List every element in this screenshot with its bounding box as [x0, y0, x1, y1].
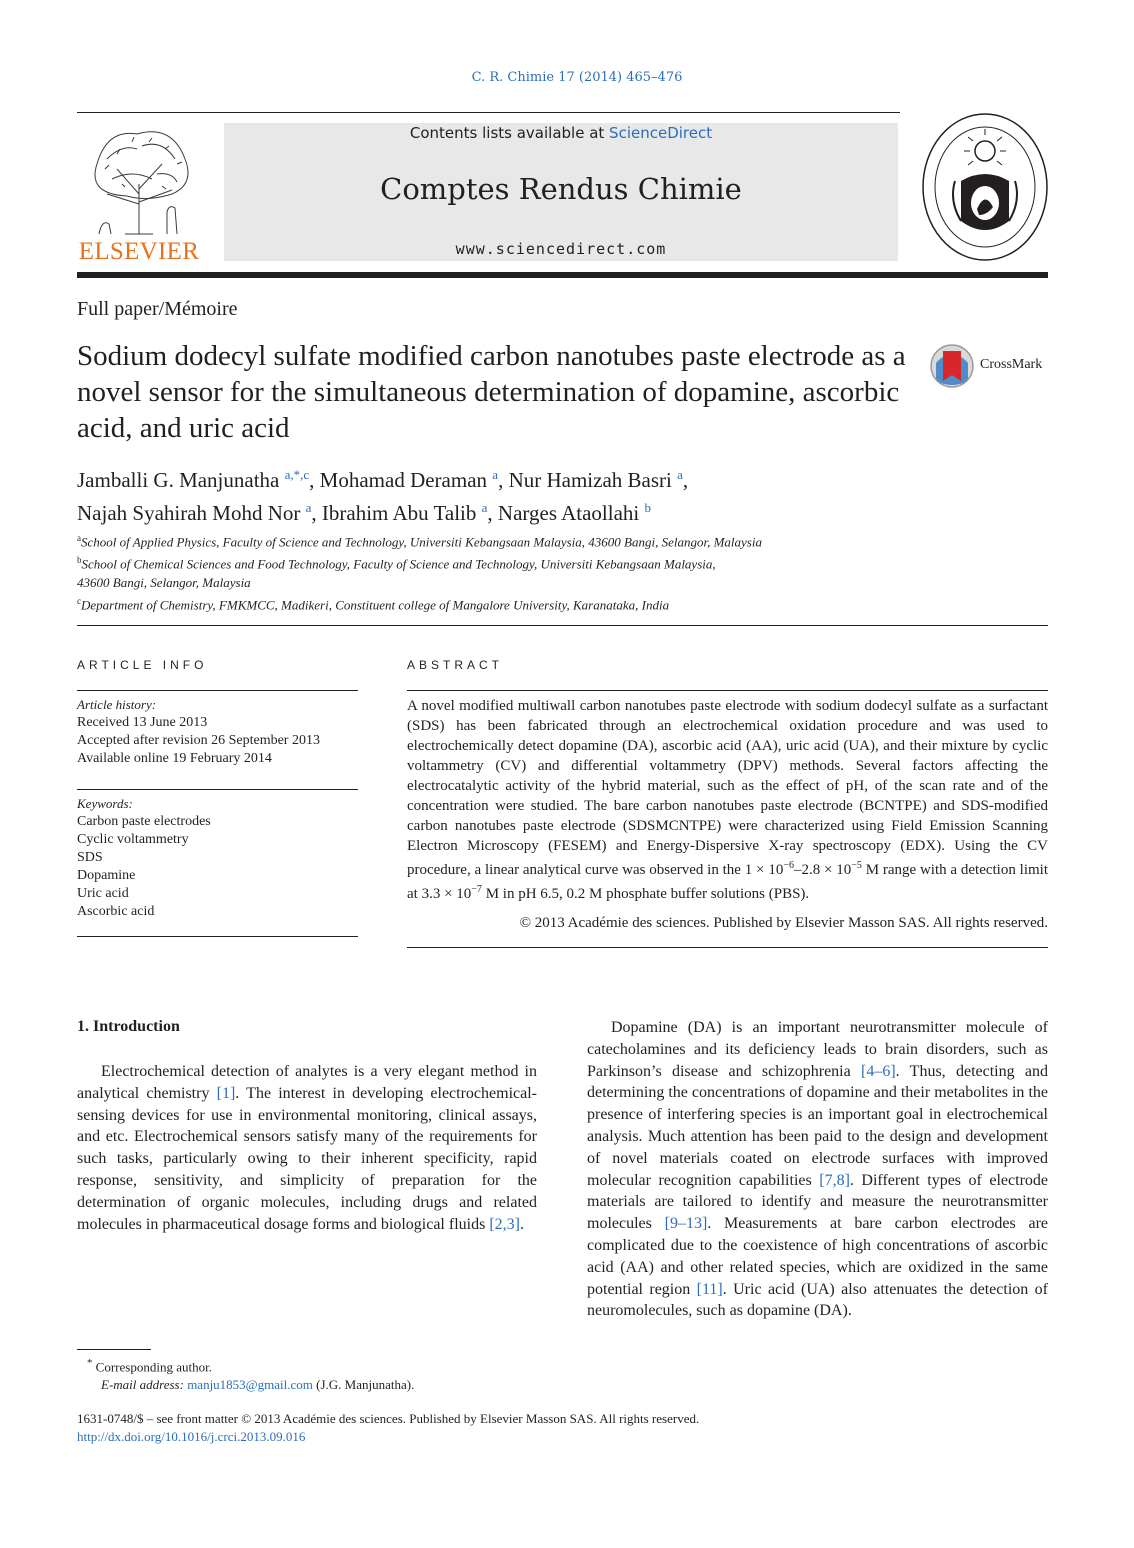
article-title: Sodium dodecyl sulfate modified carbon nanotubes paste electrode as a novel sensor for the simultaneous determination of dopamine, ascorbic acid, and uric acid	[77, 340, 906, 444]
history-received: Received 13 June 2013	[77, 715, 208, 730]
keyword: Dopamine	[77, 868, 136, 883]
elsevier-wordmark: ELSEVIER	[78, 238, 200, 265]
crossmark-icon	[930, 343, 976, 389]
email-link[interactable]: manju1853@gmail.com	[187, 1377, 313, 1393]
title-divider	[77, 625, 1048, 626]
keyword: Cyclic voltammetry	[77, 832, 189, 847]
crossmark-label: CrossMark	[980, 357, 1043, 372]
site-url[interactable]: www.sciencedirect.com	[455, 240, 667, 258]
article-type: Full paper/Mémoire	[77, 298, 238, 320]
keyword: Ascorbic acid	[77, 904, 155, 919]
info-rule-bottom	[77, 936, 358, 937]
author[interactable]: Nur Hamizah Basri $^a$	[508, 467, 683, 492]
corresponding-author-footnote: * Corresponding author. E-mail address: manju1853@gmail.com (J.G. Manjunatha).	[87, 1357, 415, 1393]
contents-line	[224, 124, 898, 142]
footnote-rule	[77, 1349, 151, 1350]
history-label: Article history:	[77, 697, 157, 712]
intro-paragraph-1: Electrochemical detection of analytes is a very elegant method in analytical chemistry [1]. The interest in developing electrochemical-sensing devices for use in environmental monitoring, clinical assays, and etc. Electrochemical sensors satisfy many of the requirements for such tasks, particularly owing to their inherent specificity, rapid response, sensitivity, and simplicity of preparation for the determination of organic molecules, including drugs and related molecules in pharmaceutical dosage forms and biological fluids [2,3].	[77, 1063, 538, 1233]
intro-paragraph-2: Dopamine (DA) is an important neurotransmitter molecule of catecholamines and its deficiency leads to brain disorders, such as Parkinson’s disease and schizophrenia [4–6]. Thus, detecting and determining the concentrations of dopamine and their metabolites in the presence of interfering species is an important goal in electrochemical analysis. Much attention has been paid to the design and development of novel materials coated on electrode surfaces with improved molecular recognition capabilities [7,8]. Different types of electrode materials are tailored to identify and measure the neurotransmitter molecules [9–13]. Measurements at bare carbon electrodes are complicated due to the coexistence of high concentrations of ascorbic acid (AA) and other related species, which are oxidized in the same potential region [11]. Uric acid (UA) also attenuates the detection of neuromolecules, such as dopamine (DA).	[587, 1019, 1049, 1320]
author[interactable]: Jamballi G. Manjunatha $^{a,*,c}$	[77, 467, 310, 492]
article-history	[77, 696, 367, 768]
affiliation-b: $^b$School of Chemical Sciences and Food Technology, Faculty of Science and Technology, Universiti Kebangsaan Malaysia,	[77, 555, 716, 572]
author[interactable]: Najah Syahirah Mohd Nor $^a$	[77, 500, 312, 525]
author-list: Jamballi G. Manjunatha $^{a,*,c}$, Mohamad Deraman $^a$, Nur Hamizah Basri $^a$, Najah Syahirah Mohd Nor $^a$, Ibrahim Abu Talib $^a$, Narges Ataollahi $^b$	[77, 467, 689, 525]
author[interactable]: Narges Ataollahi $^b$	[497, 500, 651, 525]
citation-link[interactable]: [4–6]	[861, 1062, 896, 1080]
author[interactable]: Ibrahim Abu Talib $^a$	[321, 500, 488, 525]
doi-link[interactable]: http://dx.doi.org/10.1016/j.crci.2013.09.016	[77, 1429, 306, 1444]
affiliation-b-cont: 43600 Bangi, Selangor, Malaysia	[77, 574, 251, 590]
header-rule	[77, 112, 900, 113]
abstract-rule-bottom	[407, 947, 1048, 948]
citation-link[interactable]: [1]	[216, 1084, 236, 1102]
academie-seal-logo	[921, 111, 1049, 263]
abstract-text: A novel modified multiwall carbon nanotubes paste electrode with sodium dodecyl sulfate as a surfactant (SDS) has been fabricated through an electrochemical oxidation procedure and was used to electrochemically detect dopamine (DA), ascorbic acid (AA), uric acid (UA), and their mixture by cyclic voltammetry (CV) and differential voltammetry (DPV) methods. Several factors affecting the electrocatalytic activity of the hybrid material, such as the effect of pH, of the scan rate and of the concentration were studied. The bare carbon nanotubes paste electrode (BCNTPE) and SDS-modified carbon nanotubes paste electrode (SDSMCNTPE) were characterized using Field Emission Scanning Electron Microscopy (FESEM) and Energy-Dispersive X-ray spectroscopy (EDX). Using the CV procedure, a linear analytical curve was observed in the $1 \times 10^{-6}-2.8 \times 10^{-5}$ M range with a detection limit at $3.3 \times 10^{-7}$ M in pH 6.5, 0.2 M phosphate buffer solutions (PBS).	[407, 698, 1048, 902]
citation-link[interactable]: [11]	[696, 1280, 723, 1298]
affiliations	[77, 529, 1057, 614]
keywords	[77, 795, 367, 921]
journal-title: Comptes Rendus Chimie	[380, 172, 742, 206]
abstract-heading: ABSTRACT	[407, 658, 504, 672]
header-thick-rule	[77, 272, 1048, 278]
journal-reference[interactable]: C. R. Chimie 17 (2014) 465–476	[471, 70, 683, 85]
section-heading-introduction: 1. Introduction	[77, 1018, 180, 1035]
author[interactable]: Mohamad Deraman $^a$	[319, 467, 499, 492]
sciencedirect-link[interactable]: ScienceDirect	[609, 124, 713, 142]
page-footer	[77, 1410, 1057, 1446]
history-online: Available online 19 February 2014	[77, 751, 272, 766]
info-rule-mid	[77, 789, 358, 790]
citation-link[interactable]: [7,8]	[819, 1171, 850, 1189]
citation-link[interactable]: [9–13]	[664, 1215, 708, 1233]
affiliation-c: $^c$Department of Chemistry, FMKMCC, Madikeri, Constituent college of Mangalore University, Karanataka, India	[77, 595, 670, 612]
history-accepted: Accepted after revision 26 September 2013	[77, 733, 320, 748]
keyword: Uric acid	[77, 886, 129, 901]
citation-link[interactable]: [2,3]	[489, 1215, 520, 1233]
keyword: Carbon paste electrodes	[77, 814, 211, 829]
affiliation-a: $^a$School of Applied Physics, Faculty of Science and Technology, Universiti Kebangsaan Malaysia, 43600 Bangi, Selangor, Malaysia	[77, 533, 762, 550]
abstract-rule-top	[407, 690, 1048, 691]
keyword: SDS	[77, 850, 103, 865]
info-rule-top	[77, 690, 358, 691]
article-info-heading: ARTICLE INFO	[77, 658, 208, 672]
contents-prefix: Contents lists available at	[409, 124, 610, 142]
abstract-copyright: © 2013 Académie des sciences. Published by Elsevier Masson SAS. All rights reserved.	[519, 915, 1048, 931]
keywords-label: Keywords:	[77, 796, 133, 811]
crossmark-badge[interactable]	[930, 343, 1050, 389]
issn-line: 1631-0748/$ – see front matter © 2013 Académie des sciences. Published by Elsevier Masson SAS. All rights reserved.	[77, 1411, 700, 1426]
